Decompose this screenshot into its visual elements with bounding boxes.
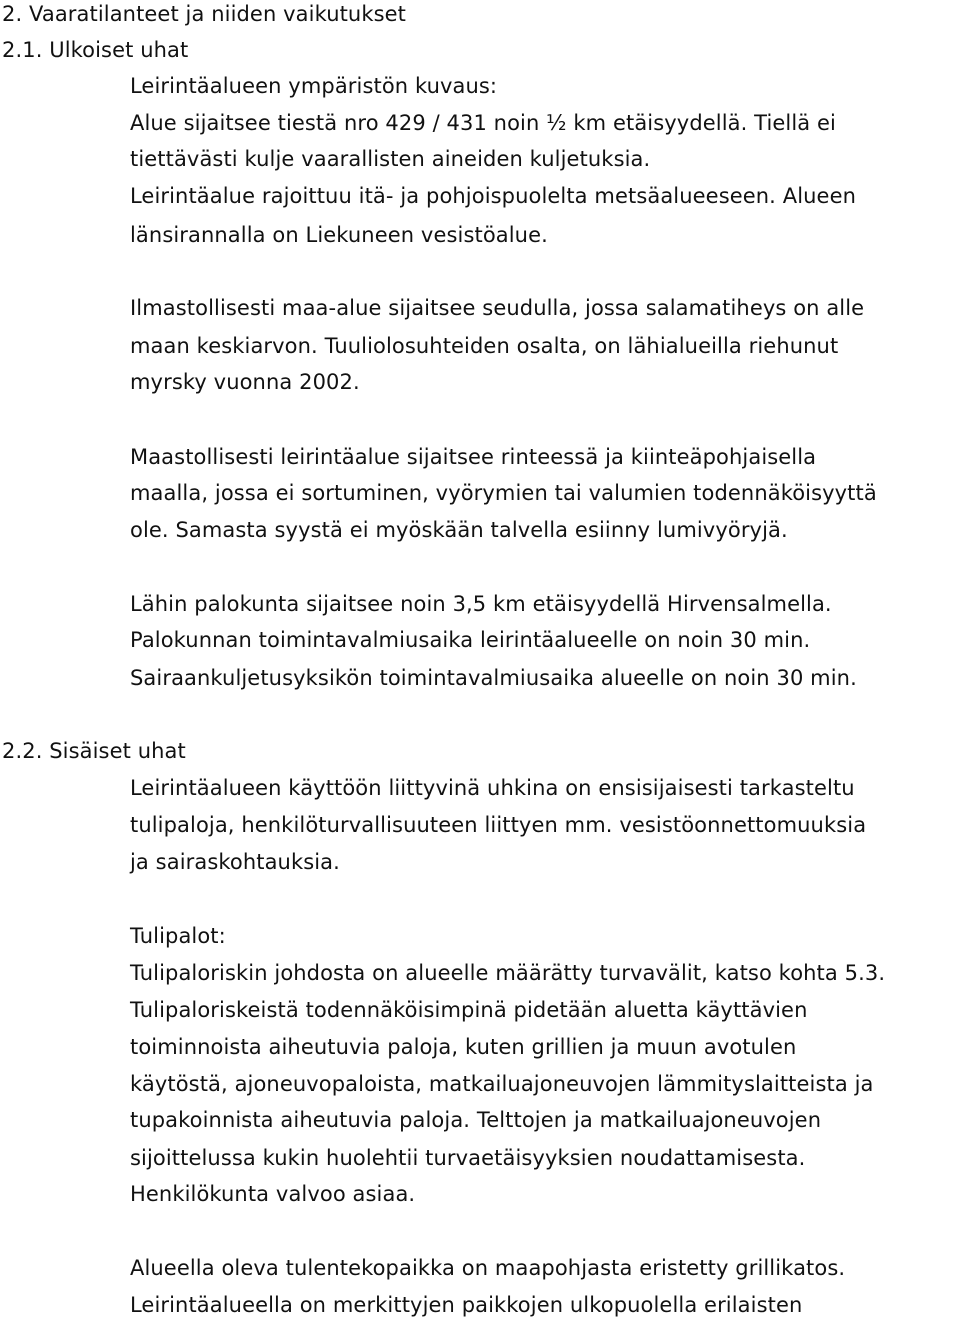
paragraph-line: Maastollisesti leirintäalue sijaitsee rinteessä ja kiinteäpohjaisella	[130, 445, 817, 469]
paragraph-line: maan keskiarvon. Tuuliolosuhteiden osalta, on lähialueilla riehunut	[130, 334, 839, 358]
paragraph-line: länsirannalla on Liekuneen vesistöalue.	[130, 223, 548, 247]
environment-subheading: Leirintäalueen ympäristön kuvaus:	[130, 74, 498, 98]
paragraph-line: toiminnoista aiheutuvia paloja, kuten grillien ja muun avotulen	[130, 1035, 797, 1059]
fire-subheading: Tulipalot:	[130, 924, 226, 948]
paragraph-line: maalla, jossa ei sortuminen, vyörymien tai valumien todennäköisyyttä	[130, 481, 877, 505]
paragraph-line: myrsky vuonna 2002.	[130, 370, 360, 394]
paragraph-line: Leirintäalue rajoittuu itä- ja pohjoispuolelta metsäalueeseen. Alueen	[130, 184, 856, 208]
paragraph-line: tupakoinnista aiheutuvia paloja. Telttojen ja matkailuajoneuvojen	[130, 1108, 822, 1132]
paragraph-line: Leirintäalueen käyttöön liittyvinä uhkina on ensisijaisesti tarkasteltu	[130, 776, 855, 800]
paragraph-line: ja sairaskohtauksia.	[130, 850, 340, 874]
paragraph-line: tulipaloja, henkilöturvallisuuteen liittyen mm. vesistöonnettomuuksia	[130, 813, 867, 837]
paragraph-line: Palokunnan toimintavalmiusaika leirintäalueelle on noin 30 min.	[130, 628, 811, 652]
paragraph-line: Sairaankuljetusyksikön toimintavalmiusaika alueelle on noin 30 min.	[130, 666, 857, 690]
paragraph-line: tiettävästi kulje vaarallisten aineiden kuljetuksia.	[130, 147, 651, 171]
paragraph-line: Leirintäalueella on merkittyjen paikkojen ulkopuolella erilaisten	[130, 1293, 803, 1317]
section-2-2-heading: 2.2. Sisäiset uhat	[2, 739, 186, 763]
paragraph-line: Alueella oleva tulentekopaikka on maapohjasta eristetty grillikatos.	[130, 1256, 846, 1280]
paragraph-line: sijoittelussa kukin huolehtii turvaetäisyyksien noudattamisesta.	[130, 1146, 806, 1170]
paragraph-line: Tulipaloriskin johdosta on alueelle määrätty turvavälit, katso kohta 5.3.	[130, 961, 886, 985]
section-2-1-heading: 2.1. Ulkoiset uhat	[2, 38, 189, 62]
paragraph-line: Tulipaloriskeistä todennäköisimpinä pidetään aluetta käyttävien	[130, 998, 808, 1022]
paragraph-line: Henkilökunta valvoo asiaa.	[130, 1182, 416, 1206]
paragraph-line: ole. Samasta syystä ei myöskään talvella esiinny lumivyöryjä.	[130, 518, 788, 542]
paragraph-line: Alue sijaitsee tiestä nro 429 / 431 noin ½ km etäisyydellä. Tiellä ei	[130, 111, 836, 135]
paragraph-line: Ilmastollisesti maa-alue sijaitsee seudulla, jossa salamatiheys on alle	[130, 296, 865, 320]
paragraph-line: käytöstä, ajoneuvopaloista, matkailuajoneuvojen lämmityslaitteista ja	[130, 1072, 874, 1096]
paragraph-line: Lähin palokunta sijaitsee noin 3,5 km etäisyydellä Hirvensalmella.	[130, 592, 832, 616]
section-2-heading: 2. Vaaratilanteet ja niiden vaikutukset	[2, 2, 406, 26]
